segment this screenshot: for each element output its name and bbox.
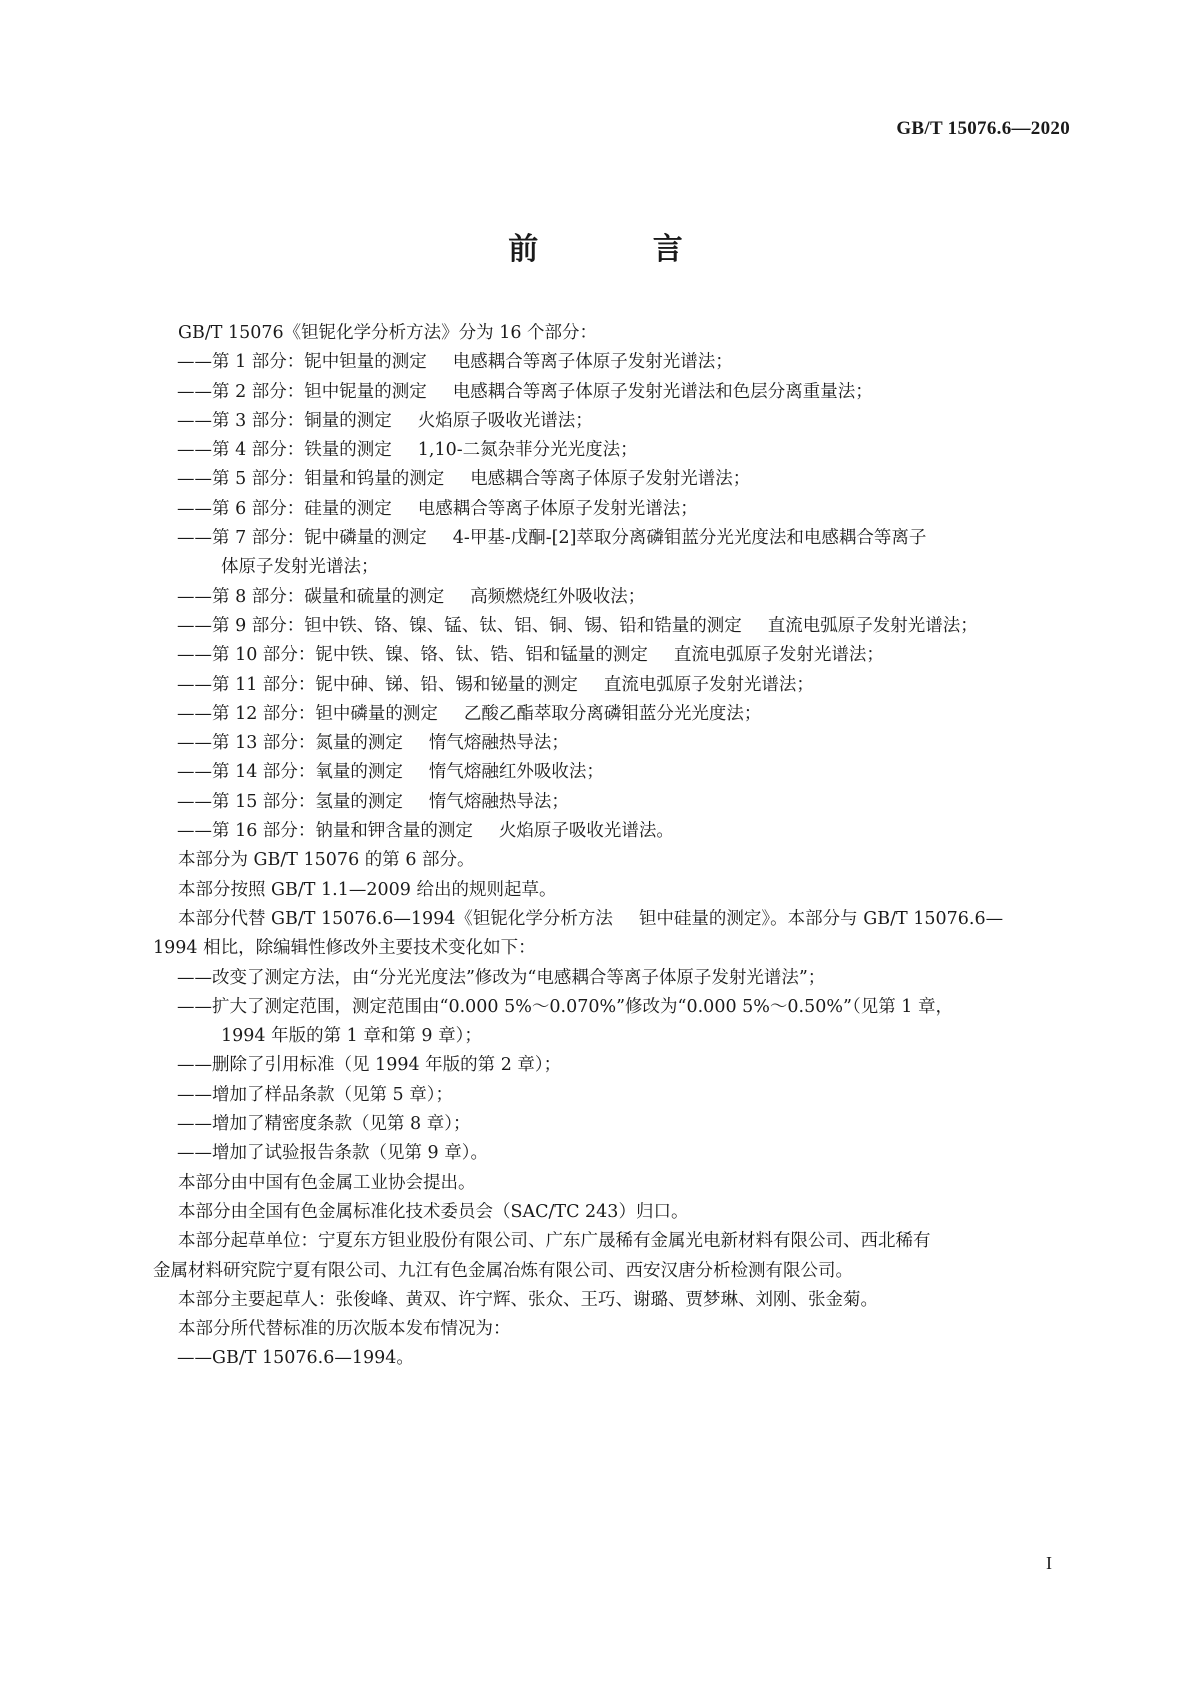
intro-paragraph: GB/T 15076《钽铌化学分析方法》分为 16 个部分： — [178, 323, 598, 343]
list-item: ——第 6 部分：硅量的测定 电感耦合等离子体原子发射光谱法； — [177, 498, 698, 519]
changes-list — [153, 964, 1065, 1169]
list-item-continuation: 体原子发射光谱法； — [221, 557, 379, 578]
list-item: ——第 13 部分：氮量的测定 惰气熔融热导法； — [177, 733, 569, 754]
statement-rules: 本部分按照 GB/T 1.1—2009 给出的规则起草。 — [178, 879, 557, 900]
list-item: ——第 4 部分：铁量的测定 1,10-二氮杂菲分光光度法； — [177, 440, 638, 461]
list-item: ——第 16 部分：钠量和钾含量的测定 火焰原子吸收光谱法。 — [177, 821, 674, 842]
list-item: ——第 9 部分：钽中铁、铬、镍、锰、钛、铝、铜、锡、铅和锆量的测定 直流电弧原子发射光谱法； — [177, 615, 978, 636]
list-item: ——第 15 部分：氢量的测定 惰气熔融热导法； — [177, 791, 569, 812]
drafters-paragraph: 本部分主要起草人：张俊峰、黄双、许宁辉、张众、王巧、谢璐、贾梦琳、刘刚、张金菊。 — [178, 1289, 878, 1310]
page-title: 前 言 — [508, 232, 735, 267]
replaces-paragraph: 本部分代替 GB/T 15076.6—1994《钽铌化学分析方法 钽中硅量的测定》。本部分与 GB/T 15076.6— — [178, 908, 1004, 929]
list-item: ——增加了试验报告条款（见第 9 章）。 — [177, 1143, 489, 1164]
centralized-paragraph: 本部分由全国有色金属标准化技术委员会（SAC/TC 243）归口。 — [178, 1201, 689, 1222]
list-item: ——删除了引用标准（见 1994 年版的第 2 章）； — [177, 1055, 562, 1076]
history-intro: 本部分所代替标准的历次版本发布情况为： — [178, 1319, 511, 1340]
list-item: ——第 7 部分：铌中磷量的测定 4-甲基-戊酮-[2]萃取分离磷钼蓝分光光度法和电感耦合等离子 — [177, 528, 927, 549]
list-item: ——第 8 部分：碳量和硫量的测定 高频燃烧红外吸收法； — [177, 586, 646, 607]
list-item: ——第 2 部分：钽中铌量的测定 电感耦合等离子体原子发射光谱法和色层分离重量法； — [177, 381, 873, 402]
foreword-body — [153, 319, 1065, 1374]
proposed-paragraph: 本部分由中国有色金属工业协会提出。 — [178, 1172, 476, 1193]
list-item: ——增加了样品条款（见第 5 章）； — [177, 1084, 454, 1105]
list-item: ——第 5 部分：钼量和钨量的测定 电感耦合等离子体原子发射光谱法； — [177, 469, 751, 490]
page-number: I — [1046, 1553, 1052, 1573]
list-item: ——扩大了测定范围，测定范围由“0.000 5%～0.070%”修改为“0.000 5%～0.50%”（见第 1 章， — [177, 996, 953, 1017]
history-item: ——GB/T 15076.6—1994。 — [177, 1348, 414, 1369]
list-item-continuation: 1994 年版的第 1 章和第 9 章）； — [221, 1026, 482, 1047]
standard-code: GB/T 15076.6—2020 — [896, 118, 1070, 139]
list-item: ——第 10 部分：铌中铁、镍、铬、钛、锆、铝和锰量的测定 直流电弧原子发射光谱法； — [177, 645, 884, 666]
drafting-units-paragraph-cont: 金属材料研究院宁夏有限公司、九江有色金属冶炼有限公司、西安汉唐分析检测有限公司。 — [153, 1260, 853, 1281]
list-item: ——第 1 部分：铌中钽量的测定 电感耦合等离子体原子发射光谱法； — [177, 352, 733, 373]
list-item: ——第 11 部分：铌中砷、锑、铅、锡和铋量的测定 直流电弧原子发射光谱法； — [177, 674, 814, 695]
list-item: ——改变了测定方法，由“分光光度法”修改为“电感耦合等离子体原子发射光谱法”； — [177, 967, 826, 988]
list-item: ——第 3 部分：铜量的测定 火焰原子吸收光谱法； — [177, 410, 593, 431]
statement-part: 本部分为 GB/T 15076 的第 6 部分。 — [178, 850, 475, 871]
list-item: ——增加了精密度条款（见第 8 章）； — [177, 1114, 471, 1135]
parts-list — [153, 348, 1065, 846]
drafting-units-paragraph: 本部分起草单位：宁夏东方钽业股份有限公司、广东广晟稀有金属光电新材料有限公司、西北稀有 — [178, 1231, 931, 1252]
list-item: ——第 14 部分：氧量的测定 惰气熔融红外吸收法； — [177, 762, 604, 783]
list-item: ——第 12 部分：钽中磷量的测定 乙酸乙酯萃取分离磷钼蓝分光光度法； — [177, 703, 762, 724]
replaces-paragraph-cont: 1994 相比，除编辑性修改外主要技术变化如下： — [153, 938, 536, 959]
